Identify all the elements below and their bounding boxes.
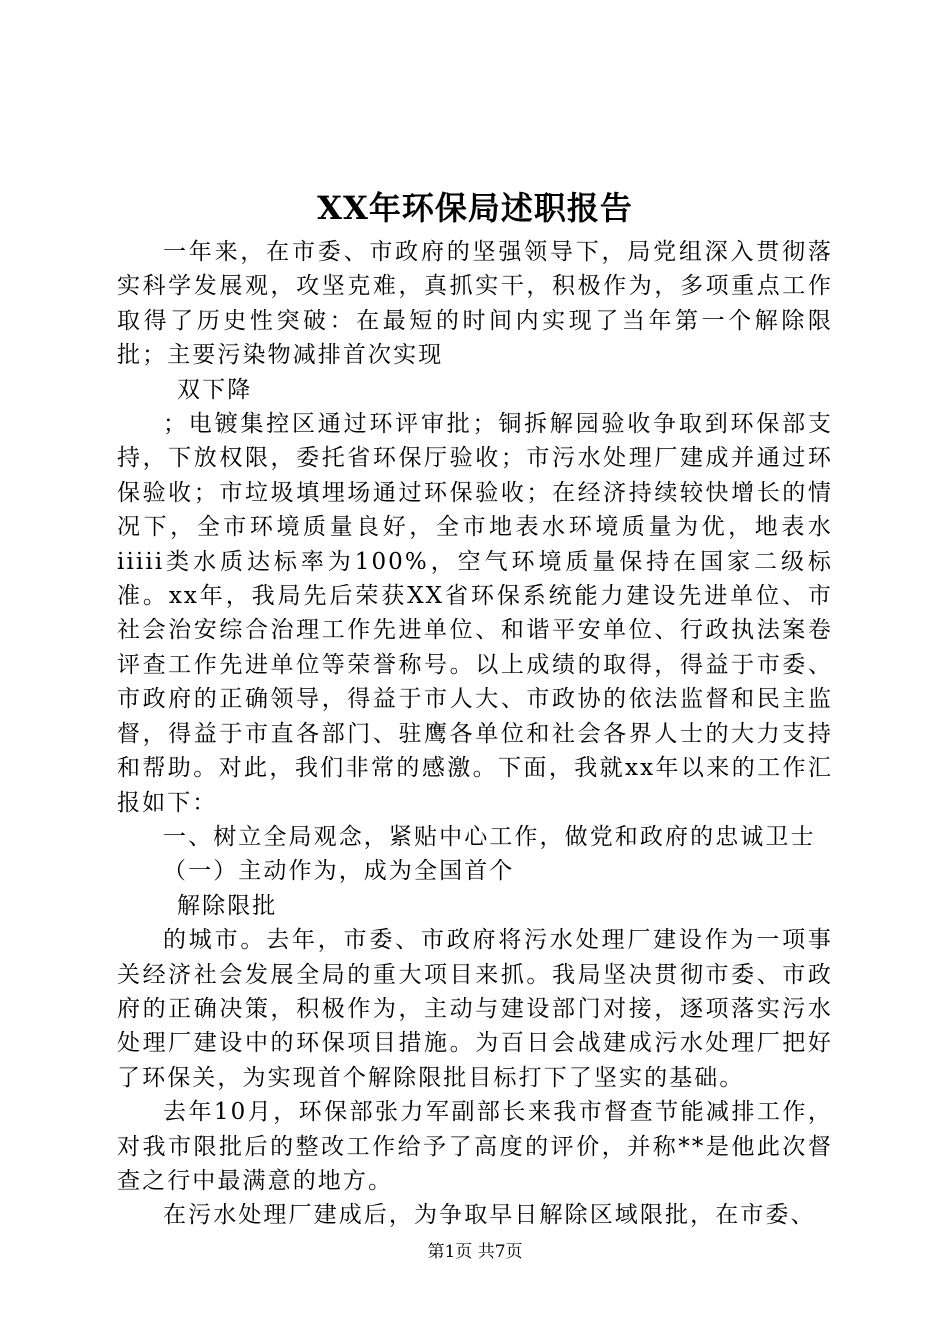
section-heading-1: 一、树立全局观念，紧贴中心工作，做党和政府的忠诚卫士 [163,823,816,850]
page-number-footer: 第1页 共7页 [427,1242,523,1262]
document-body [117,235,833,1233]
paragraph-intro: 一年来，在市委、市政府的坚强领导下，局党组深入贯彻落实科学发展观，攻坚克难，真抓实干，积极作为，多项重点工作取得了历史性突破：在最短的时间内实现了当年第一个解除限批；主要污染物减排首次实现 [117,239,833,369]
paragraph-wastewater-plant: 的城市。去年，市委、市政府将污水处理厂建设作为一项事关经济社会发展全局的重大项目来抓。我局坚决贯彻市委、市政府的正确决策，积极作为，主动与建设部门对接，逐项落实污水处理厂建设中的环保项目措施。为百日会战建成污水处理厂把好了环保关，为实现首个解除限批目标打下了坚实的基础。 [117,927,833,1091]
document-title: XX年环保局述职报告 [317,189,633,227]
paragraph-fragment-shuangxiajiang: 双下降 [177,376,253,403]
paragraph-achievements: ；电镀集控区通过环评审批；铜拆解园验收争取到环保部支持，下放权限，委托省环保厅验收；市污水处理厂建成并通过环保验收；市垃圾填埋场通过环保验收；在经济持续较快增长的情况下，全市环境质量良好，全市地表水环境质量为优，地表水iiiii类水质达标率为100%，空气环境质量保持在国家二级标准。xx年，我局先后荣获XX省环保系统能力建设先进单位、市社会治安综合治理工作先进单位、和谐平安单位、行政执法案卷评查工作先进单位等荣誉称号。以上成绩的取得，得益于市委、市政府的正确领导，得益于市人大、市政协的依法监督和民主监督，得益于市直各部门、驻鹰各单位和社会各界人士的大力支持和帮助。对此，我们非常的感激。下面，我就xx年以来的工作汇报如下： [117,411,833,816]
subsection-heading-1: （一）主动作为，成为全国首个 [163,858,515,885]
paragraph-after-completion: 在污水处理厂建成后，为争取早日解除区域限批，在市委、 [163,1202,816,1229]
paragraph-inspection: 去年10月，环保部张力军副部长来我市督查节能减排工作，对我市限批后的整改工作给予了高度的评价，并称**是他此次督查之行中最满意的地方。 [117,1099,833,1194]
paragraph-fragment-jiechuxianpi: 解除限批 [177,892,278,919]
